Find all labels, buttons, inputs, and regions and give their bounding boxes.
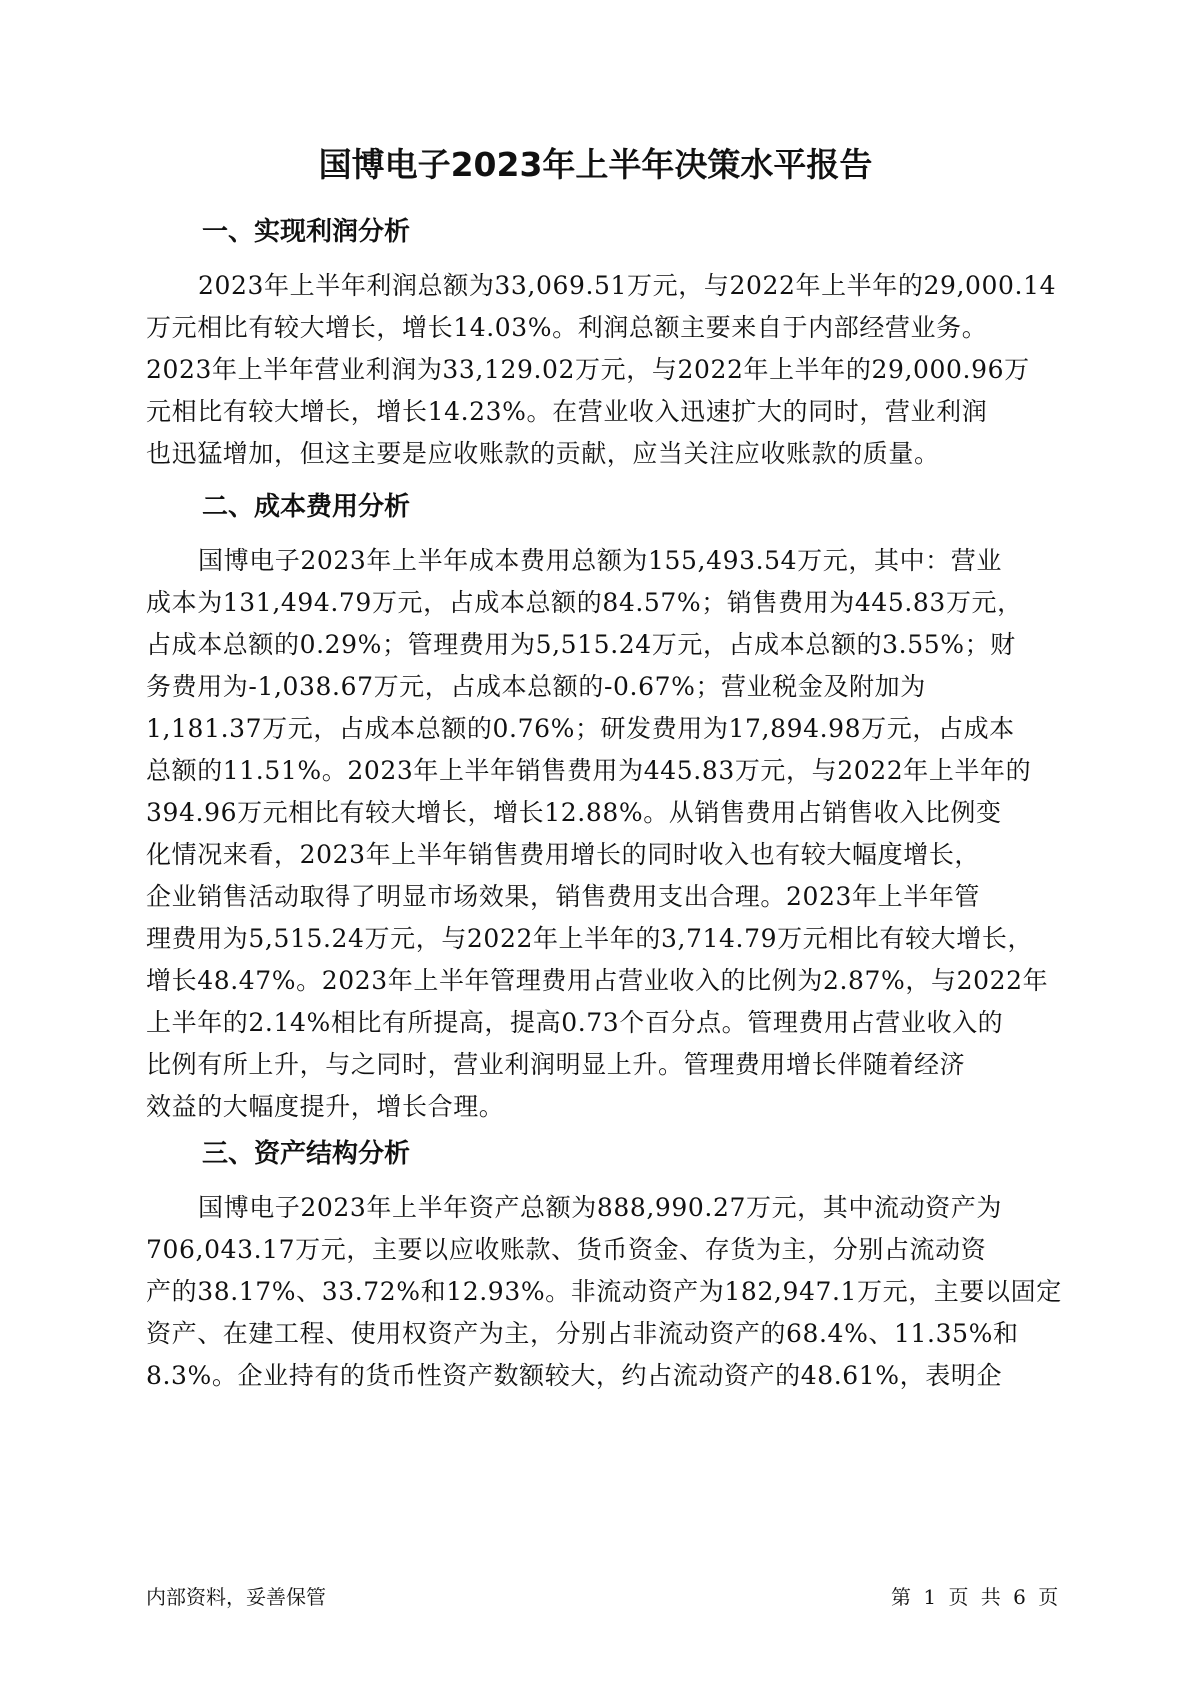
paragraph-line: 占成本总额的0.29%；管理费用为5,515.24万元，占成本总额的3.55%；财 (146, 630, 1016, 659)
section-heading-profit: 一、实现利润分析 (202, 217, 411, 247)
paragraph-line: 效益的大幅度提升，增长合理。 (146, 1092, 505, 1121)
paragraph-line: 产的38.17%、33.72%和12.93%。非流动资产为182,947.1万元，主要以固定 (146, 1277, 1062, 1306)
paragraph-line: 8.3%。企业持有的货币性资产数额较大，约占流动资产的48.61%，表明企 (146, 1361, 1003, 1390)
section-heading-cost: 二、成本费用分析 (202, 492, 411, 522)
paragraph-line: 务费用为-1,038.67万元，占成本总额的-0.67%；营业税金及附加为 (146, 672, 926, 701)
paragraph-line: 2023年上半年利润总额为33,069.51万元，与2022年上半年的29,000.14 (198, 271, 1057, 300)
section-body-profit (146, 265, 1057, 475)
footer-page-number: 第 1 页 共 6 页 (891, 1585, 1059, 1609)
footer-confidential-note: 内部资料，妥善保管 (146, 1585, 326, 1609)
paragraph-line: 化情况来看，2023年上半年销售费用增长的同时收入也有较大幅度增长， (146, 840, 981, 869)
section-body-assets (146, 1187, 1062, 1397)
paragraph-line: 国博电子2023年上半年成本费用总额为155,493.54万元，其中：营业 (198, 546, 1002, 575)
paragraph-line: 国博电子2023年上半年资产总额为888,990.27万元，其中流动资产为 (198, 1193, 1002, 1222)
paragraph-line: 元相比有较大增长，增长14.23%。在营业收入迅速扩大的同时，营业利润 (146, 397, 988, 426)
paragraph-line: 2023年上半年营业利润为33,129.02万元，与2022年上半年的29,000.96万 (146, 355, 1030, 384)
paragraph-line: 增长48.47%。2023年上半年管理费用占营业收入的比例为2.87%，与2022年 (146, 966, 1049, 995)
paragraph-line: 706,043.17万元，主要以应收账款、货币资金、存货为主，分别占流动资 (146, 1235, 987, 1264)
paragraph-line: 资产、在建工程、使用权资产为主，分别占非流动资产的68.4%、11.35%和 (146, 1319, 1019, 1348)
paragraph-line: 理费用为5,515.24万元，与2022年上半年的3,714.79万元相比有较大增长， (146, 924, 1034, 953)
paragraph-line: 万元相比有较大增长，增长14.03%。利润总额主要来自于内部经营业务。 (146, 313, 988, 342)
paragraph-line: 成本为131,494.79万元，占成本总额的84.57%；销售费用为445.83万元， (146, 588, 1023, 617)
section-heading-assets: 三、资产结构分析 (202, 1139, 411, 1169)
paragraph-line: 比例有所上升，与之同时，营业利润明显上升。管理费用增长伴随着经济 (146, 1050, 966, 1079)
paragraph-line: 上半年的2.14%相比有所提高，提高0.73个百分点。管理费用占营业收入的 (146, 1008, 1004, 1037)
paragraph-line: 也迅猛增加，但这主要是应收账款的贡献，应当关注应收账款的质量。 (146, 439, 940, 468)
paragraph-line: 1,181.37万元，占成本总额的0.76%；研发费用为17,894.98万元，占成本 (146, 714, 1015, 743)
section-body-cost (146, 540, 1049, 1128)
paragraph-line: 企业销售活动取得了明显市场效果，销售费用支出合理。2023年上半年管 (146, 882, 981, 911)
paragraph-line: 394.96万元相比有较大增长，增长12.88%。从销售费用占销售收入比例变 (146, 798, 1002, 827)
paragraph-line: 总额的11.51%。2023年上半年销售费用为445.83万元，与2022年上半年的 (146, 756, 1032, 785)
document-title: 国博电子2023年上半年决策水平报告 (318, 145, 873, 184)
